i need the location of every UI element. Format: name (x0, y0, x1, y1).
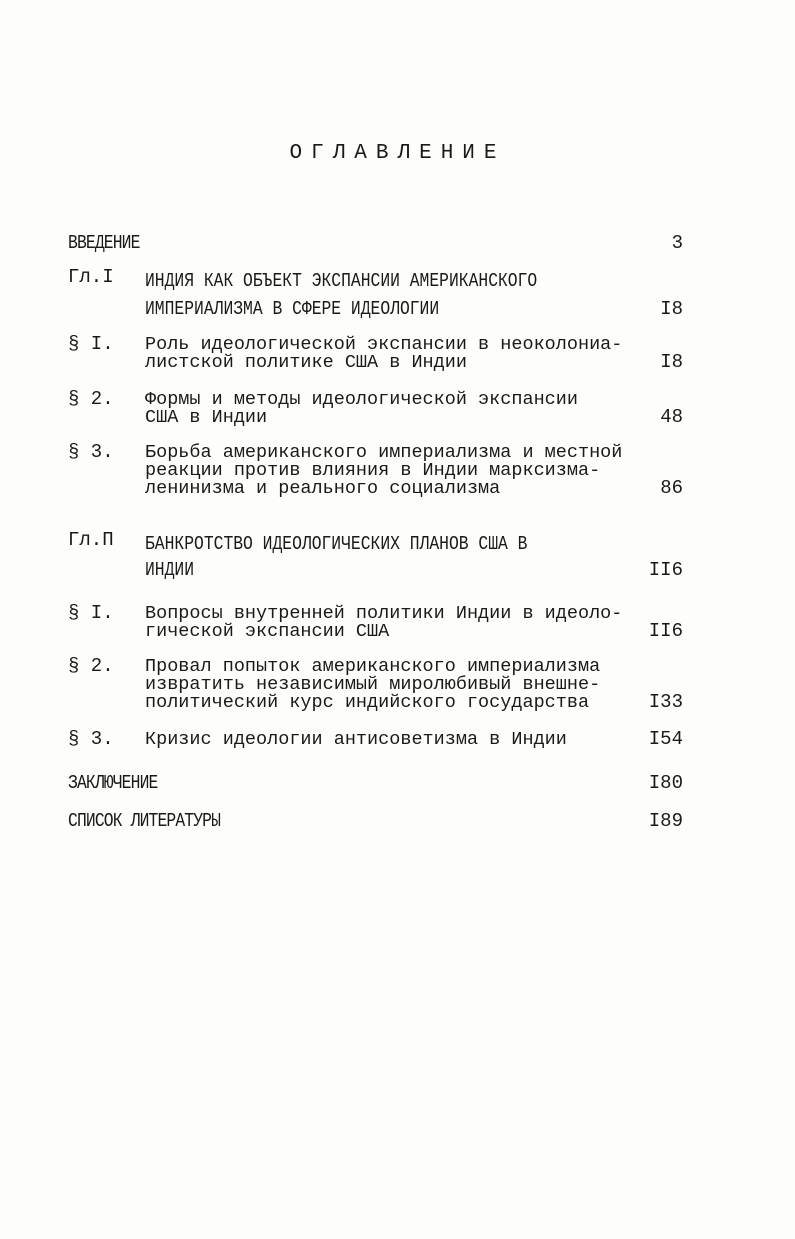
toc-label: § I. (68, 602, 114, 624)
toc-page-number: I89 (648, 810, 683, 832)
toc-label: Гл.П (68, 529, 114, 551)
toc-label: § 2. (68, 388, 114, 410)
toc-text-line: Борьба американского империализма и местной (145, 442, 623, 463)
toc-text-line: Формы и методы идеологической экспансии (145, 389, 578, 410)
toc-text-line: политический курс индийского государства (145, 692, 590, 713)
toc-text-line: США в Индии (145, 407, 268, 428)
toc-label: § I. (68, 333, 114, 355)
toc-label: § 3. (68, 441, 114, 463)
page-title: ОГЛАВЛЕНИЕ (289, 142, 506, 165)
toc-text-line: Роль идеологической экспансии в неоколониа- (145, 334, 623, 355)
toc-text-line: реакции против влияния в Индии марксизма- (145, 460, 601, 481)
toc-text-line: Кризис идеологии антисоветизма в Индии (145, 729, 567, 750)
toc-text-line: Вопросы внутренней политики Индии в идеоло- (145, 603, 623, 624)
toc-text-line: Провал попыток американского империализма (145, 656, 601, 677)
toc-text-line: ИНДИЯ КАК ОБЪЕКТ ЭКСПАНСИИ АМЕРИКАНСКОГО (145, 270, 538, 292)
toc-text-line: листской политике США в Индии (145, 352, 467, 373)
toc-page-number: 48 (660, 406, 683, 428)
toc-page-number: 3 (671, 232, 683, 254)
toc-page-number: I80 (648, 772, 683, 794)
toc-page-number: I8 (660, 298, 683, 320)
toc-label: ВВЕДЕНИЕ (68, 232, 140, 254)
toc-text-line: гической экспансии США (145, 621, 390, 642)
toc-text-line: БАНКРОТСТВО ИДЕОЛОГИЧЕСКИХ ПЛАНОВ США В (145, 533, 528, 555)
toc-label: Гл.I (68, 266, 114, 288)
toc-label: СПИСОК ЛИТЕРАТУРЫ (68, 810, 221, 832)
toc-label: § 2. (68, 655, 114, 677)
toc-label: § 3. (68, 728, 114, 750)
toc-page-number: I54 (648, 728, 683, 750)
toc-text-line: извратить независимый миролюбивый внешне- (145, 674, 601, 695)
toc-page-number: I33 (648, 691, 683, 713)
toc-text-line: ИНДИИ (145, 559, 195, 581)
toc-text-line: ИМПЕРИАЛИЗМА В СФЕРЕ ИДЕОЛОГИИ (145, 298, 440, 320)
toc-page-number: II6 (648, 620, 683, 642)
toc-page-number: II6 (648, 559, 683, 581)
toc-page-number: I8 (660, 351, 683, 373)
toc-text-line: ленинизма и реального социализма (145, 478, 501, 499)
toc-page-number: 86 (660, 477, 683, 499)
toc-label: ЗАКЛЮЧЕНИЕ (68, 772, 158, 794)
